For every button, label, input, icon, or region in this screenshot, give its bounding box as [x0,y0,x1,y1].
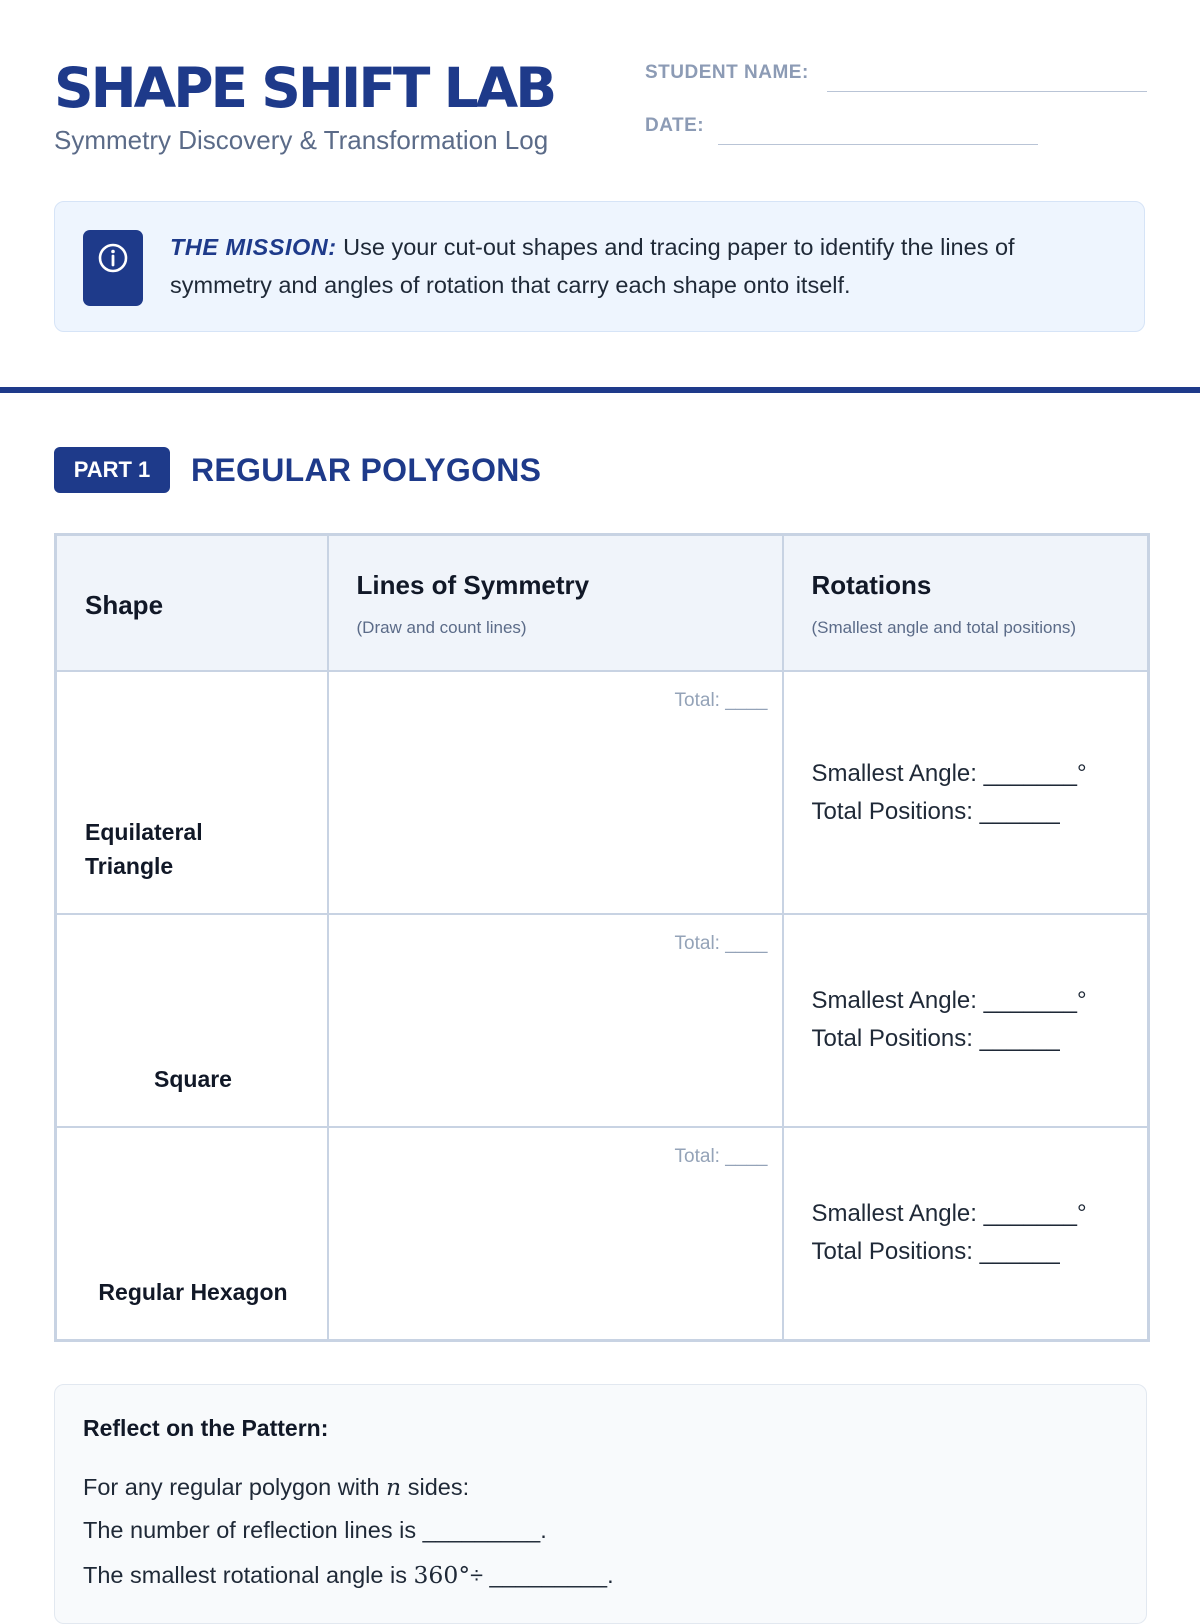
total-lines-field[interactable]: Total: ____ [674,933,768,954]
symmetry-drawing-cell[interactable] [328,671,783,914]
rotation-question-start: The smallest rotational angle is [83,1562,414,1588]
symmetry-drawing-cell[interactable] [328,914,783,1127]
smallest-angle-field[interactable]: Smallest Angle: _______° [811,987,1087,1014]
smallest-angle-field[interactable]: Smallest Angle: _______° [811,760,1087,787]
total-lines-field[interactable]: Total: ____ [674,1146,768,1167]
column-header-rotations [783,535,1149,672]
reflection-line-1-end: sides: [401,1474,470,1500]
shape-name: Equilateral Triangle [85,819,203,879]
column-header-lines [328,535,783,672]
column-header-shape [56,535,328,672]
reflection-line-1 [83,1473,469,1501]
lines-header-label: Lines of Symmetry [356,570,590,600]
total-lines-field[interactable]: Total: ____ [674,690,768,711]
shape-cell [56,671,328,914]
lines-header-hint: (Draw and count lines) [356,618,527,637]
table-row [56,671,1149,914]
reflection-line-1-start: For any regular polygon with [83,1474,387,1500]
mission-text [170,228,1120,304]
reflection-box [54,1384,1147,1624]
degrees-expression: 360° [413,1561,471,1589]
shape-name: Square [154,1066,232,1092]
total-positions-field[interactable]: Total Positions: ______ [811,1238,1060,1265]
table-header-row [56,535,1149,672]
rotation-angle-question[interactable] [83,1561,614,1589]
student-name-field[interactable] [827,91,1147,92]
page-subtitle: Symmetry Discovery & Transformation Log [54,125,549,155]
part-title: REGULAR POLYGONS [191,452,542,488]
section-divider [0,387,1200,393]
page-title: SHAPE SHIFT LAB [54,56,555,120]
rotations-header-hint: (Smallest angle and total positions) [811,618,1077,637]
shape-cell [56,914,328,1127]
mission-label: THE MISSION: [170,234,337,260]
rotation-question-end: ÷ _________. [470,1562,614,1588]
smallest-angle-field[interactable]: Smallest Angle: _______° [811,1200,1087,1227]
total-positions-field[interactable]: Total Positions: ______ [811,798,1060,825]
reflection-title: Reflect on the Pattern: [83,1415,329,1441]
table-row [56,914,1149,1127]
info-badge [83,230,143,306]
part-badge: PART 1 [54,447,170,493]
polygon-table [54,533,1150,1342]
rotations-cell [783,914,1149,1127]
mission-box [54,201,1145,332]
n-variable: n [386,1473,402,1501]
mission-body: Use your cut-out shapes and tracing paper to identify the lines of symmetry and angles of rotation that carry each shape onto itself. [170,234,1015,298]
reflection-lines-question[interactable]: The number of reflection lines is _________. [83,1517,547,1543]
total-positions-field[interactable]: Total Positions: ______ [811,1025,1060,1052]
shape-header-label: Shape [85,590,164,620]
date-field[interactable] [718,144,1038,145]
rotations-cell [783,1127,1149,1340]
rotations-cell [783,671,1149,914]
rotations-header-label: Rotations [811,570,932,600]
student-name-label: STUDENT NAME: [645,62,809,83]
shape-name: Regular Hexagon [98,1278,288,1305]
info-icon [97,242,129,274]
symmetry-drawing-cell[interactable] [328,1127,783,1340]
shape-cell [56,1127,328,1340]
date-label: DATE: [645,115,705,136]
table-row [56,1127,1149,1340]
